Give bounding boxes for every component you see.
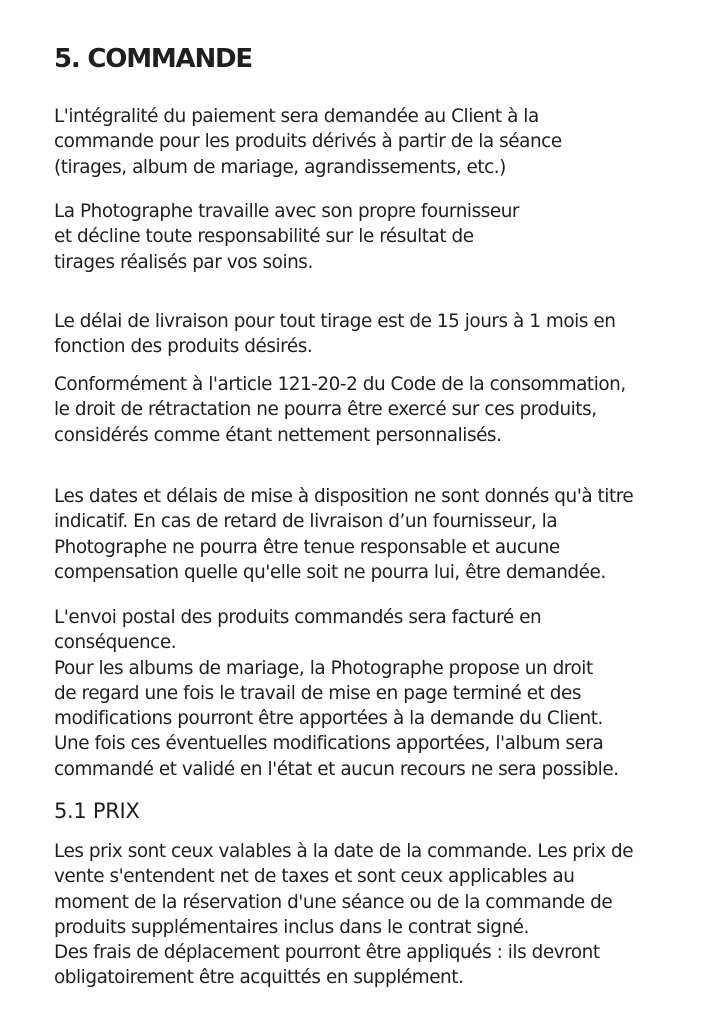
paragraph-delivery-time: Le délai de livraison pour tout tirage est de 15 jours à 1 mois en fonction des produits désirés. xyxy=(54,311,616,358)
subsection-heading: 5.1 PRIX xyxy=(54,799,140,823)
paragraph-payment: L'intégralité du paiement sera demandée au Client à la commande pour les produits dérivés à partir de la séance (tirages, album de mariage, agrandissements, etc.) xyxy=(54,106,562,178)
paragraph-prices: Les prix sont ceux valables à la date de la commande. Les prix de vente s'entendent net de taxes et sont ceux applicables au moment de la réservation d'une séance ou de la commande de produits supplémentaires inclus dans le contrat signé. Des frais de déplacement pourront être appliqués : ils devront obligatoirement être acquittés en supplément. xyxy=(54,841,634,989)
paragraph-supplier: La Photographe travaille avec son propre fournisseur et décline toute responsabilité sur le résultat de tirages réalisés par vos soins. xyxy=(54,201,520,273)
paragraph-availability-dates: Les dates et délais de mise à disposition ne sont donnés qu'à titre indicatif. En cas de retard de livraison d’un fournisseur, la Photographe ne pourra être tenue responsable et aucune compensation quelle qu'elle soit ne pourra lui, être demandée. xyxy=(54,486,634,583)
paragraph-shipping-albums: L'envoi postal des produits commandés sera facturé en conséquence. Pour les albums de mariage, la Photographe propose un droit de regard une fois le travail de mise en page terminé et des modifications pourront être apportées à la demande du Client. Une fois ces éventuelles modifications apportées, l'album sera commandé et validé en l'état et aucun recours ne sera possible. xyxy=(54,607,619,780)
section-heading: 5. COMMANDE xyxy=(54,44,252,74)
paragraph-withdrawal-right: Conformément à l'article 121-20-2 du Code de la consommation, le droit de rétractation ne pourra être exercé sur ces produits, considérés comme étant nettement personnalisés. xyxy=(54,374,626,446)
